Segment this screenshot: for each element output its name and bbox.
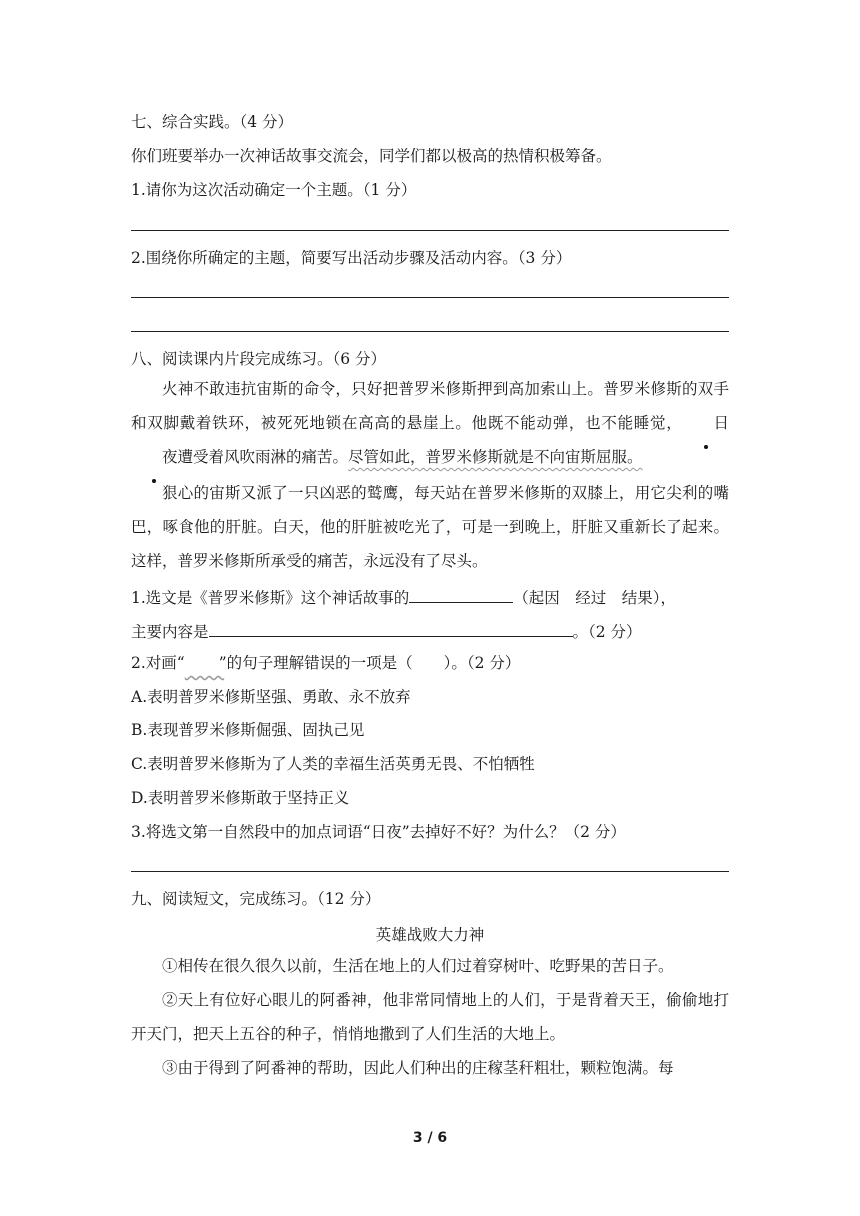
section8-heading: 八、阅读课内片段完成练习。（6 分）: [131, 350, 387, 368]
fill-blank[interactable]: [209, 619, 573, 637]
answer-line[interactable]: [131, 871, 729, 872]
passage-paragraph-1: 火神不敢违抗宙斯的命令，只好把普罗米修斯押到高加索山上。普罗米修斯的双手和双脚戴着铁环，被死死地锁在高高的悬崖上。他既不能动弹，也不能睡觉， 日夜遭受着风吹雨淋的痛苦。尽管如此，普罗米修斯就是不向宙斯屈服。: [131, 372, 729, 474]
section7-question-1: 1.请你为这次活动确定一个主题。（1 分）: [131, 181, 417, 199]
option-b[interactable]: B.表现普罗米修斯倔强、固执己见: [131, 721, 365, 739]
passage-paragraph-2: 狠心的宙斯又派了一只凶恶的鹫鹰，每天站在普罗米修斯的双膝上，用它尖利的嘴巴，啄食他的肝脏。白天，他的肝脏被吃光了，可是一到晚上，肝脏又重新长了起来。这样，普罗米修斯所承受的痛苦，永远没有了尽头。: [131, 484, 729, 570]
answer-line[interactable]: [131, 331, 729, 332]
answer-line[interactable]: [131, 230, 729, 231]
section8-question-2: 2.对画“ ”的句子理解错误的一项是（ ）。（2 分）: [131, 654, 521, 672]
emphasis-dot-char: 夜: [131, 440, 178, 474]
section7-question-2: 2.围绕你所确定的主题，简要写出活动步骤及活动内容。（3 分）: [131, 249, 572, 267]
section7-heading: 七、综合实践。（4 分）: [131, 113, 294, 131]
section7-intro: 你们班要举办一次神话故事交流会，同学们都以极高的热情积极筹备。: [131, 147, 612, 165]
article-paragraph-2: ②天上有位好心眼儿的阿番神，他非常同情地上的人们，于是背着天王，偷偷地打开天门，把天上五谷的种子，悄悄地撒到了人们生活的大地上。: [131, 991, 729, 1043]
section8-question-1-content: 主要内容是 。（2 分）: [131, 619, 642, 642]
page-number: 3 / 6: [412, 1130, 448, 1146]
article-title: 英雄战败大力神: [375, 926, 485, 944]
option-a[interactable]: A.表明普罗米修斯坚强、勇敢、永不放弃: [131, 688, 411, 706]
section9-heading: 九、阅读短文，完成练习。（12 分）: [131, 890, 381, 908]
emphasis-dot-char: 日: [682, 406, 729, 440]
answer-line[interactable]: [131, 297, 729, 298]
section8-question-1: 1.选文是《普罗米修斯》这个神话故事的 （起因 经过 结果），: [131, 585, 676, 608]
article-paragraph-1: ①相传在很久很久以前，生活在地上的人们过着穿树叶、吃野果的苦日子。: [162, 957, 674, 975]
option-c[interactable]: C.表明普罗米修斯为了人类的幸福生活英勇无畏、不怕牺牲: [131, 755, 535, 773]
wavy-underlined-sentence: 尽管如此，普罗米修斯就是不向宙斯屈服。: [348, 448, 643, 466]
article-paragraph-3: ③由于得到了阿番神的帮助，因此人们种出的庄稼茎秆粗壮，颗粒饱满。每: [162, 1059, 674, 1077]
wavy-underline-sample: [185, 659, 219, 669]
option-d[interactable]: D.表明普罗米修斯敢于坚持正义: [131, 789, 350, 807]
section8-question-3: 3.将选文第一自然段中的加点词语“日夜”去掉好不好？为什么？（2 分）: [131, 823, 626, 841]
fill-blank[interactable]: [409, 585, 513, 603]
